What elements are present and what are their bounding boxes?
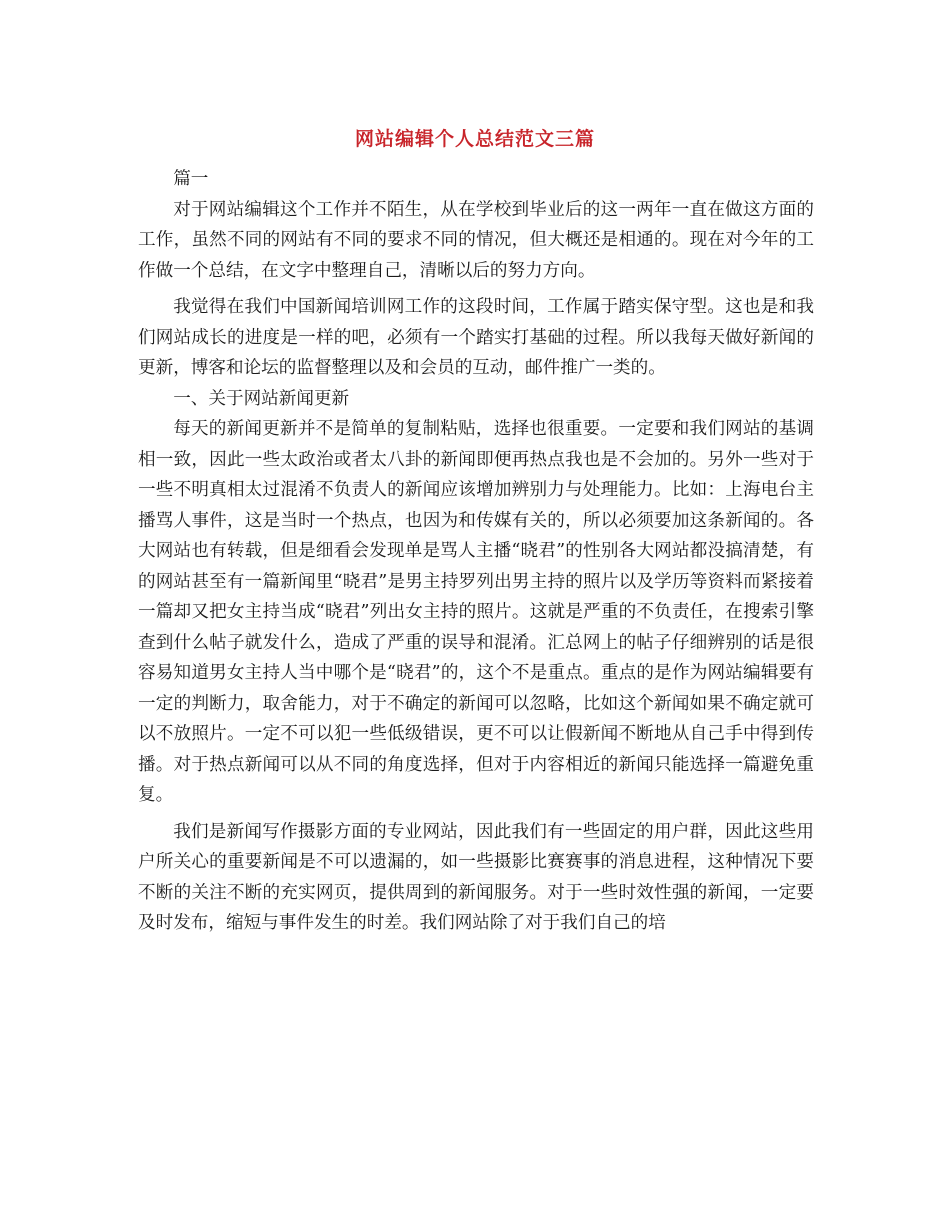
document-title: 网站编辑个人总结范文三篇: [354, 128, 595, 150]
section-label: 篇一: [173, 169, 209, 189]
paragraph-1: 对于网站编辑这个工作并不陌生，从在学校到毕业后的这一两年一直在做这方面的工作，虽然不同的网站有不同的要求不同的情况，但大概还是相通的。现在对今年的工作做一个总结，在文字中整理自己，清晰以后的努力方向。: [138, 199, 814, 281]
paragraph-3: 每天的新闻更新并不是简单的复制粘贴，选择也很重要。一定要和我们网站的基调相一致，因此一些太政治或者太八卦的新闻即便再热点我也是不会加的。另外一些对于一些不明真相太过混淆不负责人的新闻应该增加辨别力与处理能力。比如：上海电台主播骂人事件，这是当时一个热点，也因为和传媒有关的，所以必须要加这条新闻的。各大网站也有转载，但是细看会发现单是骂人主播“晓君”的性别各大网站都没搞清楚，有的网站甚至有一篇新闻里“晓君”是男主持罗列出男主持的照片以及学历等资料而紧接着一篇却又把女主持当成“晓君”列出女主持的照片。这就是严重的不负责任，在搜索引擎查到什么帖子就发什么，造成了严重的误导和混淆。汇总网上的帖子仔细辨别的话是很容易知道男女主持人当中哪个是“晓君”的，这个不是重点。重点的是作为网站编辑要有一定的判断力，取舍能力，对于不确定的新闻可以忽略，比如这个新闻如果不确定就可以不放照片。一定不可以犯一些低级错误，更不可以让假新闻不断地从自己手中得到传播。对于热点新闻可以从不同的角度选择，但对于内容相近的新闻只能选择一篇避免重复。: [138, 419, 814, 805]
document-body: [138, 164, 814, 939]
paragraph-4: 我们是新闻写作摄影方面的专业网站，因此我们有一些固定的用户群，因此这些用户所关心的重要新闻是不可以遗漏的，如一些摄影比赛赛事的消息进程，这种情况下要不断的关注不断的充实网页，提供周到的新闻服务。对于一些时效性强的新闻，一定要及时发布，缩短与事件发生的时差。我们网站除了对于我们自己的培: [138, 821, 814, 933]
paragraph-2: 我觉得在我们中国新闻培训网工作的这段时间，工作属于踏实保守型。这也是和我们网站成长的进度是一样的吧，必须有一个踏实打基础的过程。所以我每天做好新闻的更新，博客和论坛的监督整理以及和会员的互动，邮件推广一类的。: [138, 297, 814, 378]
subheading-news-update: 一、关于网站新闻更新: [173, 388, 350, 409]
